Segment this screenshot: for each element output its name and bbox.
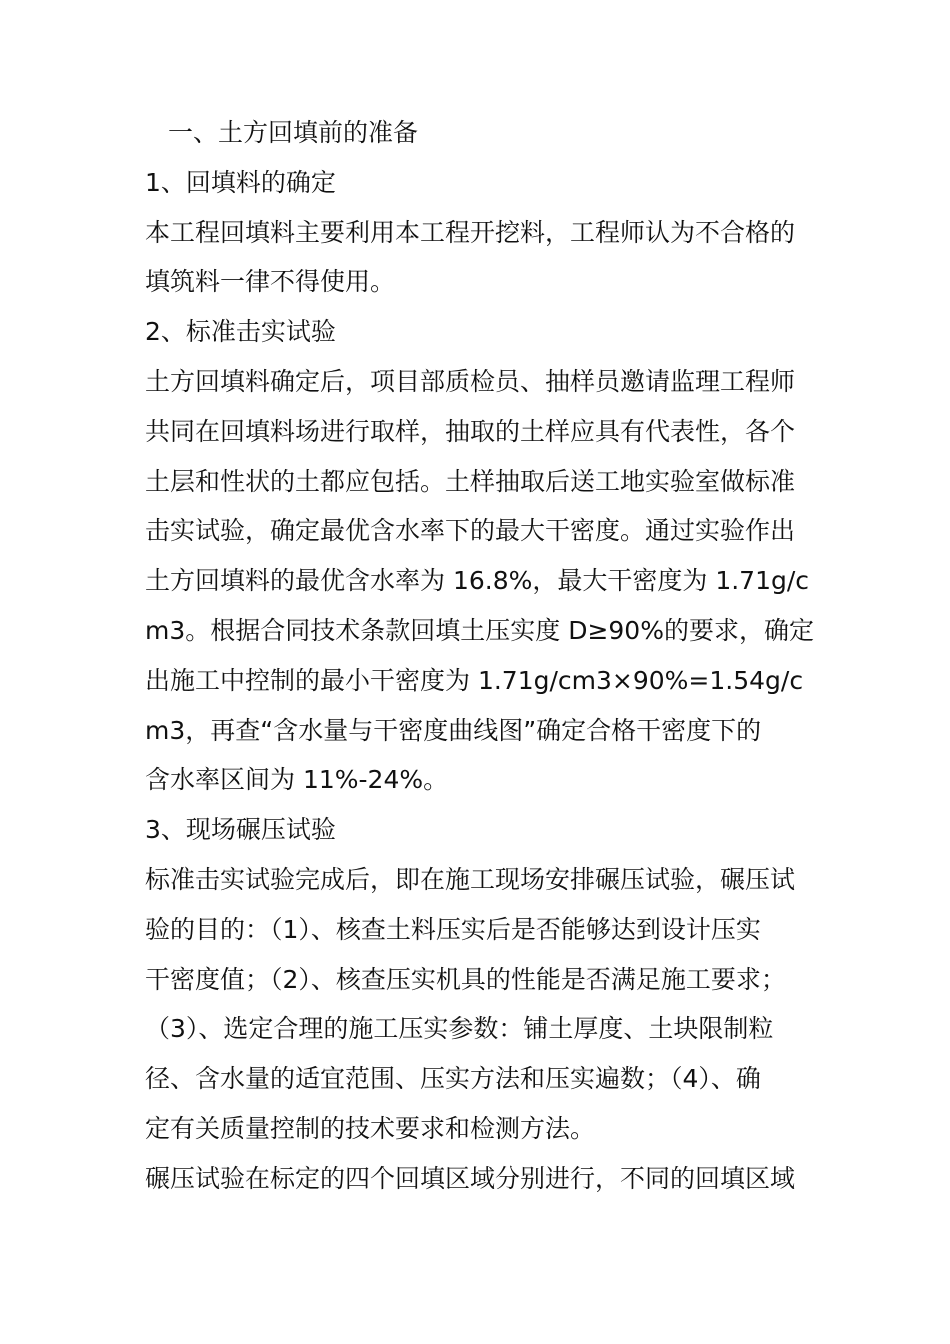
paragraph-line: 验的目的：（1）、核查土料压实后是否能够达到设计压实 [145,914,761,944]
paragraph-line: 土方回填料确定后，项目部质检员、抽样员邀请监理工程师 [145,366,796,396]
paragraph-line: 标准击实试验完成后，即在施工现场安排碾压试验，碾压试 [145,864,796,894]
subsection-heading-3: 3、现场碾压试验 [145,815,336,845]
paragraph-line: 干密度值；（2）、核查压实机具的性能是否满足施工要求； [145,964,786,994]
section-heading: 一、土方回填前的准备 [168,118,419,147]
paragraph-line: 出施工中控制的最小干密度为 1.71g/cm3×90%=1.54g/c [145,665,804,695]
paragraph-line: 击实试验，确定最优含水率下的最大干密度。通过实验作出 [145,516,796,546]
paragraph-line: 共同在回填料场进行取样，抽取的土样应具有代表性，各个 [145,416,796,446]
paragraph-line: m3，再查“含水量与干密度曲线图”确定合格干密度下的 [145,715,762,745]
subsection-heading-1: 1、回填料的确定 [145,167,336,197]
paragraph-line: 径、含水量的适宜范围、压实方法和压实遍数；（4）、确 [145,1064,761,1094]
paragraph-line: 土层和性状的土都应包括。土样抽取后送工地实验室做标准 [145,466,796,496]
paragraph-line: 定有关质量控制的技术要求和检测方法。 [145,1113,596,1143]
paragraph-line: 填筑料一律不得使用。 [145,267,396,297]
paragraph-line: 本工程回填料主要利用本工程开挖料，工程师认为不合格的 [145,217,796,247]
document-body [145,108,813,1204]
paragraph-line: 土方回填料的最优含水率为 16.8%，最大干密度为 1.71g/c [145,566,810,596]
paragraph-line: 碾压试验在标定的四个回填区域分别进行，不同的回填区域 [145,1163,796,1193]
subsection-heading-2: 2、标准击实试验 [145,317,336,347]
paragraph-line: （3）、选定合理的施工压实参数：铺土厚度、土块限制粒 [145,1014,774,1044]
paragraph-line: 含水率区间为 11%-24%。 [145,765,449,795]
paragraph-line: m3。根据合同技术条款回填土压实度 D≥90%的要求，确定 [145,615,814,645]
